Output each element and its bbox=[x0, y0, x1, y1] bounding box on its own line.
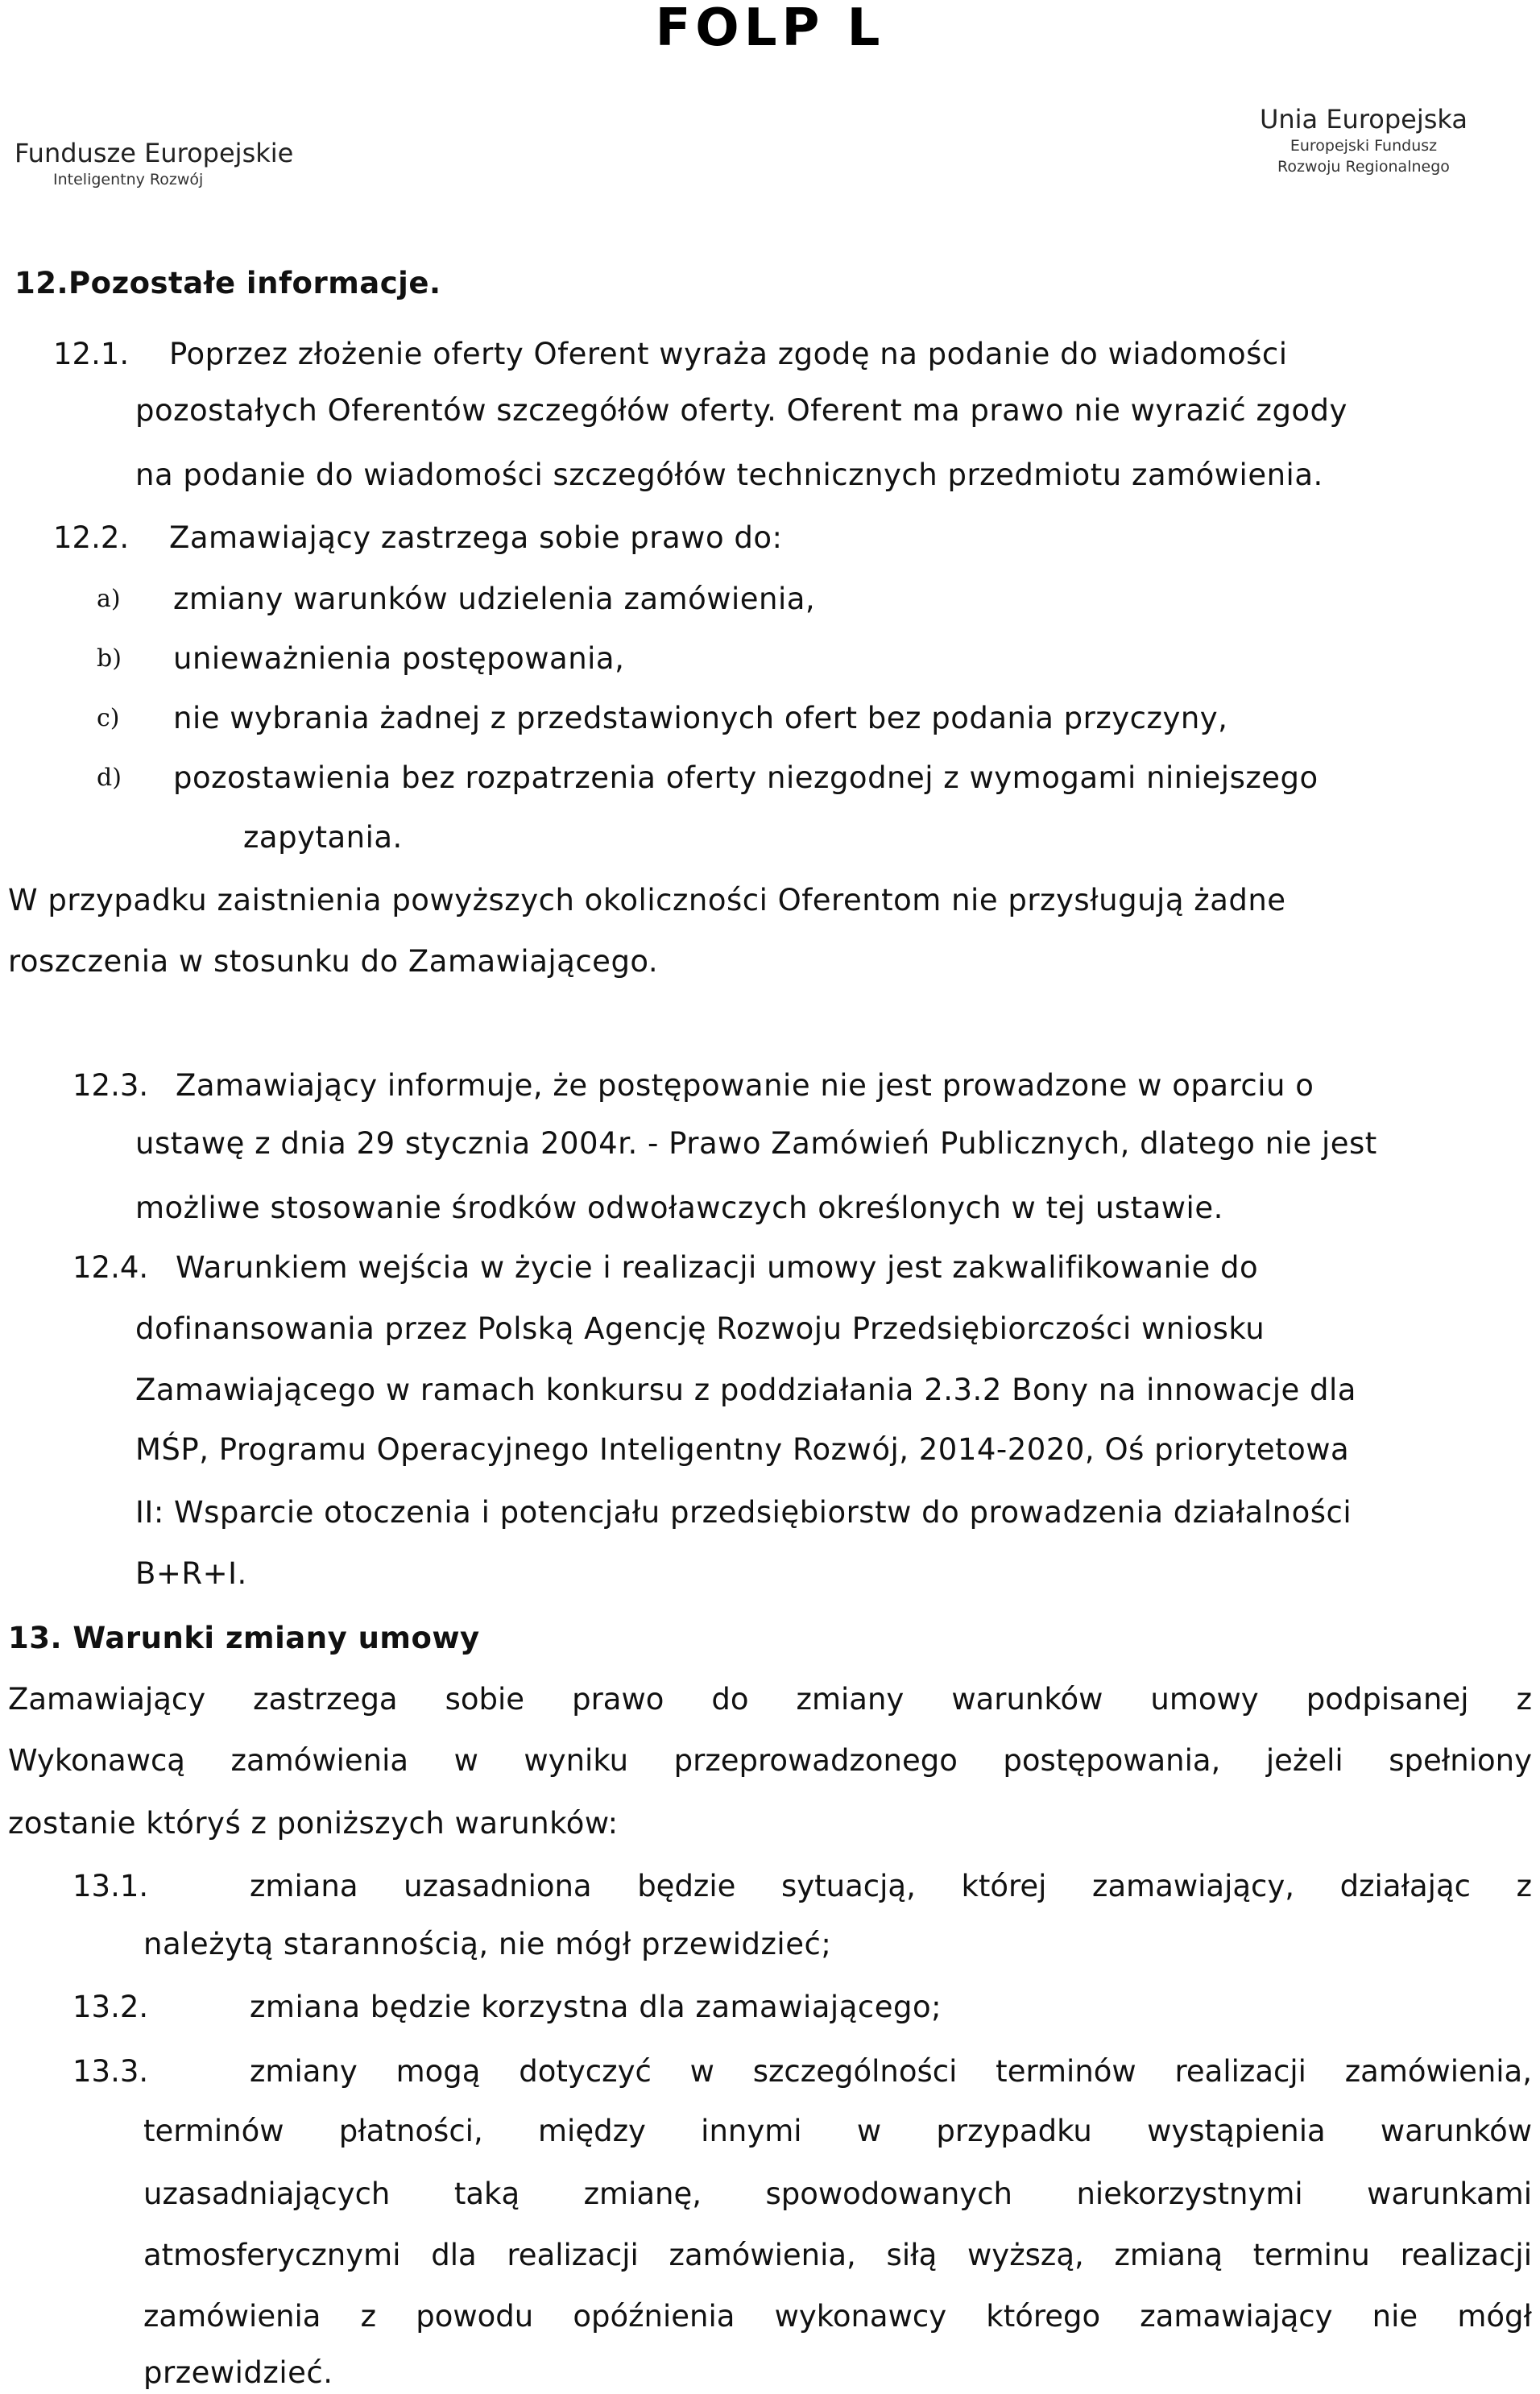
section-13-intro-line: Zamawiający zastrzega sobie prawo do zmiany warunków umowy podpisanej z bbox=[8, 1682, 1532, 1717]
p-12-1-line: Poprzez złożenie oferty Oferent wyraża zgodę na podanie do wiadomości bbox=[169, 337, 1288, 371]
p-12-4-line: Warunkiem wejścia w życie i realizacji umowy jest zakwalifikowanie do bbox=[176, 1250, 1259, 1285]
p-13-1-number: 13.1. bbox=[72, 1869, 149, 1903]
p-13-1-line: zmiana uzasadniona będzie sytuacją, której zamawiający, działając z bbox=[250, 1869, 1532, 1903]
list-item-continuation: zapytania. bbox=[243, 820, 403, 855]
ue-subtitle-1: Europejski Fundusz bbox=[1290, 137, 1438, 155]
p-13-1-line: należytą starannością, nie mógł przewidzieć; bbox=[143, 1927, 832, 1961]
list-item: nie wybrania żadnej z przedstawionych ofert bez podania przyczyny, bbox=[173, 701, 1228, 735]
section-12-heading: 12.Pozostałe informacje. bbox=[14, 266, 441, 300]
list-item: pozostawienia bez rozpatrzenia oferty niezgodnej z wymogami niniejszego bbox=[173, 760, 1319, 795]
list-letter: c) bbox=[97, 704, 120, 732]
p-13-3-line: zmiany mogą dotyczyć w szczególności terminów realizacji zamówienia, bbox=[250, 2054, 1532, 2089]
list-letter: d) bbox=[97, 764, 122, 792]
p-12-2-after-line: W przypadku zaistnienia powyższych okoliczności Oferentom nie przysługują żadne bbox=[8, 883, 1286, 917]
p-12-3-line: ustawę z dnia 29 stycznia 2004r. - Prawo Zamówień Publicznych, dlatego nie jest bbox=[135, 1126, 1377, 1161]
p-13-2-line: zmiana będzie korzystna dla zamawiającego; bbox=[250, 1990, 942, 2024]
p-13-3-number: 13.3. bbox=[72, 2054, 149, 2089]
section-13-intro-line: Wykonawcą zamówienia w wyniku przeprowadzonego postępowania, jeżeli spełniony bbox=[8, 1743, 1532, 1778]
p-12-4-number: 12.4. bbox=[72, 1250, 149, 1285]
section-13-heading: 13. Warunki zmiany umowy bbox=[8, 1621, 480, 1655]
p-13-2-number: 13.2. bbox=[72, 1990, 149, 2024]
p-12-2-intro: Zamawiający zastrzega sobie prawo do: bbox=[169, 520, 783, 555]
p-13-3-line: przewidzieć. bbox=[143, 2355, 333, 2390]
p-12-3-line: Zamawiający informuje, że postępowanie nie jest prowadzone w oparciu o bbox=[176, 1068, 1314, 1103]
list-item: zmiany warunków udzielenia zamówienia, bbox=[173, 582, 816, 616]
p-12-1-number: 12.1. bbox=[53, 337, 130, 371]
p-12-2-number: 12.2. bbox=[53, 520, 130, 555]
p-12-3-line: możliwe stosowanie środków odwoławczych określonych w tej ustawie. bbox=[135, 1191, 1223, 1225]
header-logo-text: FOLP L bbox=[655, 0, 885, 58]
p-12-1-line: na podanie do wiadomości szczegółów technicznych przedmiotu zamówienia. bbox=[135, 458, 1323, 492]
p-12-4-line: MŚP, Programu Operacyjnego Inteligentny Rozwój, 2014-2020, Oś priorytetowa bbox=[135, 1432, 1350, 1467]
p-13-3-line: uzasadniających taką zmianę, spowodowanych niekorzystnymi warunkami bbox=[143, 2177, 1532, 2211]
p-12-4-line: B+R+I. bbox=[135, 1556, 247, 1591]
list-letter: a) bbox=[97, 585, 121, 613]
ue-title: Unia Europejska bbox=[1259, 104, 1468, 135]
fe-title: Fundusze Europejskie bbox=[14, 138, 294, 168]
p-12-2-after-line: roszczenia w stosunku do Zamawiającego. bbox=[8, 944, 659, 979]
p-12-3-number: 12.3. bbox=[72, 1068, 149, 1103]
p-13-3-line: atmosferycznymi dla realizacji zamówienia, siłą wyższą, zmianą terminu realizacji bbox=[143, 2238, 1532, 2272]
p-12-4-line: II: Wsparcie otoczenia i potencjału przedsiębiorstw do prowadzenia działalności bbox=[135, 1495, 1352, 1530]
fe-subtitle: Inteligentny Rozwój bbox=[53, 171, 204, 188]
p-12-1-line: pozostałych Oferentów szczegółów oferty. Oferent ma prawo nie wyrazić zgody bbox=[135, 393, 1348, 428]
p-12-4-line: Zamawiającego w ramach konkursu z poddziałania 2.3.2 Bony na innowacje dla bbox=[135, 1373, 1356, 1407]
section-13-intro-line: zostanie któryś z poniższych warunków: bbox=[8, 1806, 619, 1841]
p-13-3-line: zamówienia z powodu opóźnienia wykonawcy którego zamawiający nie mógł bbox=[143, 2299, 1532, 2334]
ue-subtitle-2: Rozwoju Regionalnego bbox=[1277, 158, 1450, 176]
p-13-3-line: terminów płatności, między innymi w przypadku wystąpienia warunków bbox=[143, 2114, 1532, 2148]
p-12-4-line: dofinansowania przez Polską Agencję Rozwoju Przedsiębiorczości wniosku bbox=[135, 1311, 1265, 1346]
list-item: unieważnienia postępowania, bbox=[173, 641, 625, 676]
list-letter: b) bbox=[97, 644, 122, 673]
